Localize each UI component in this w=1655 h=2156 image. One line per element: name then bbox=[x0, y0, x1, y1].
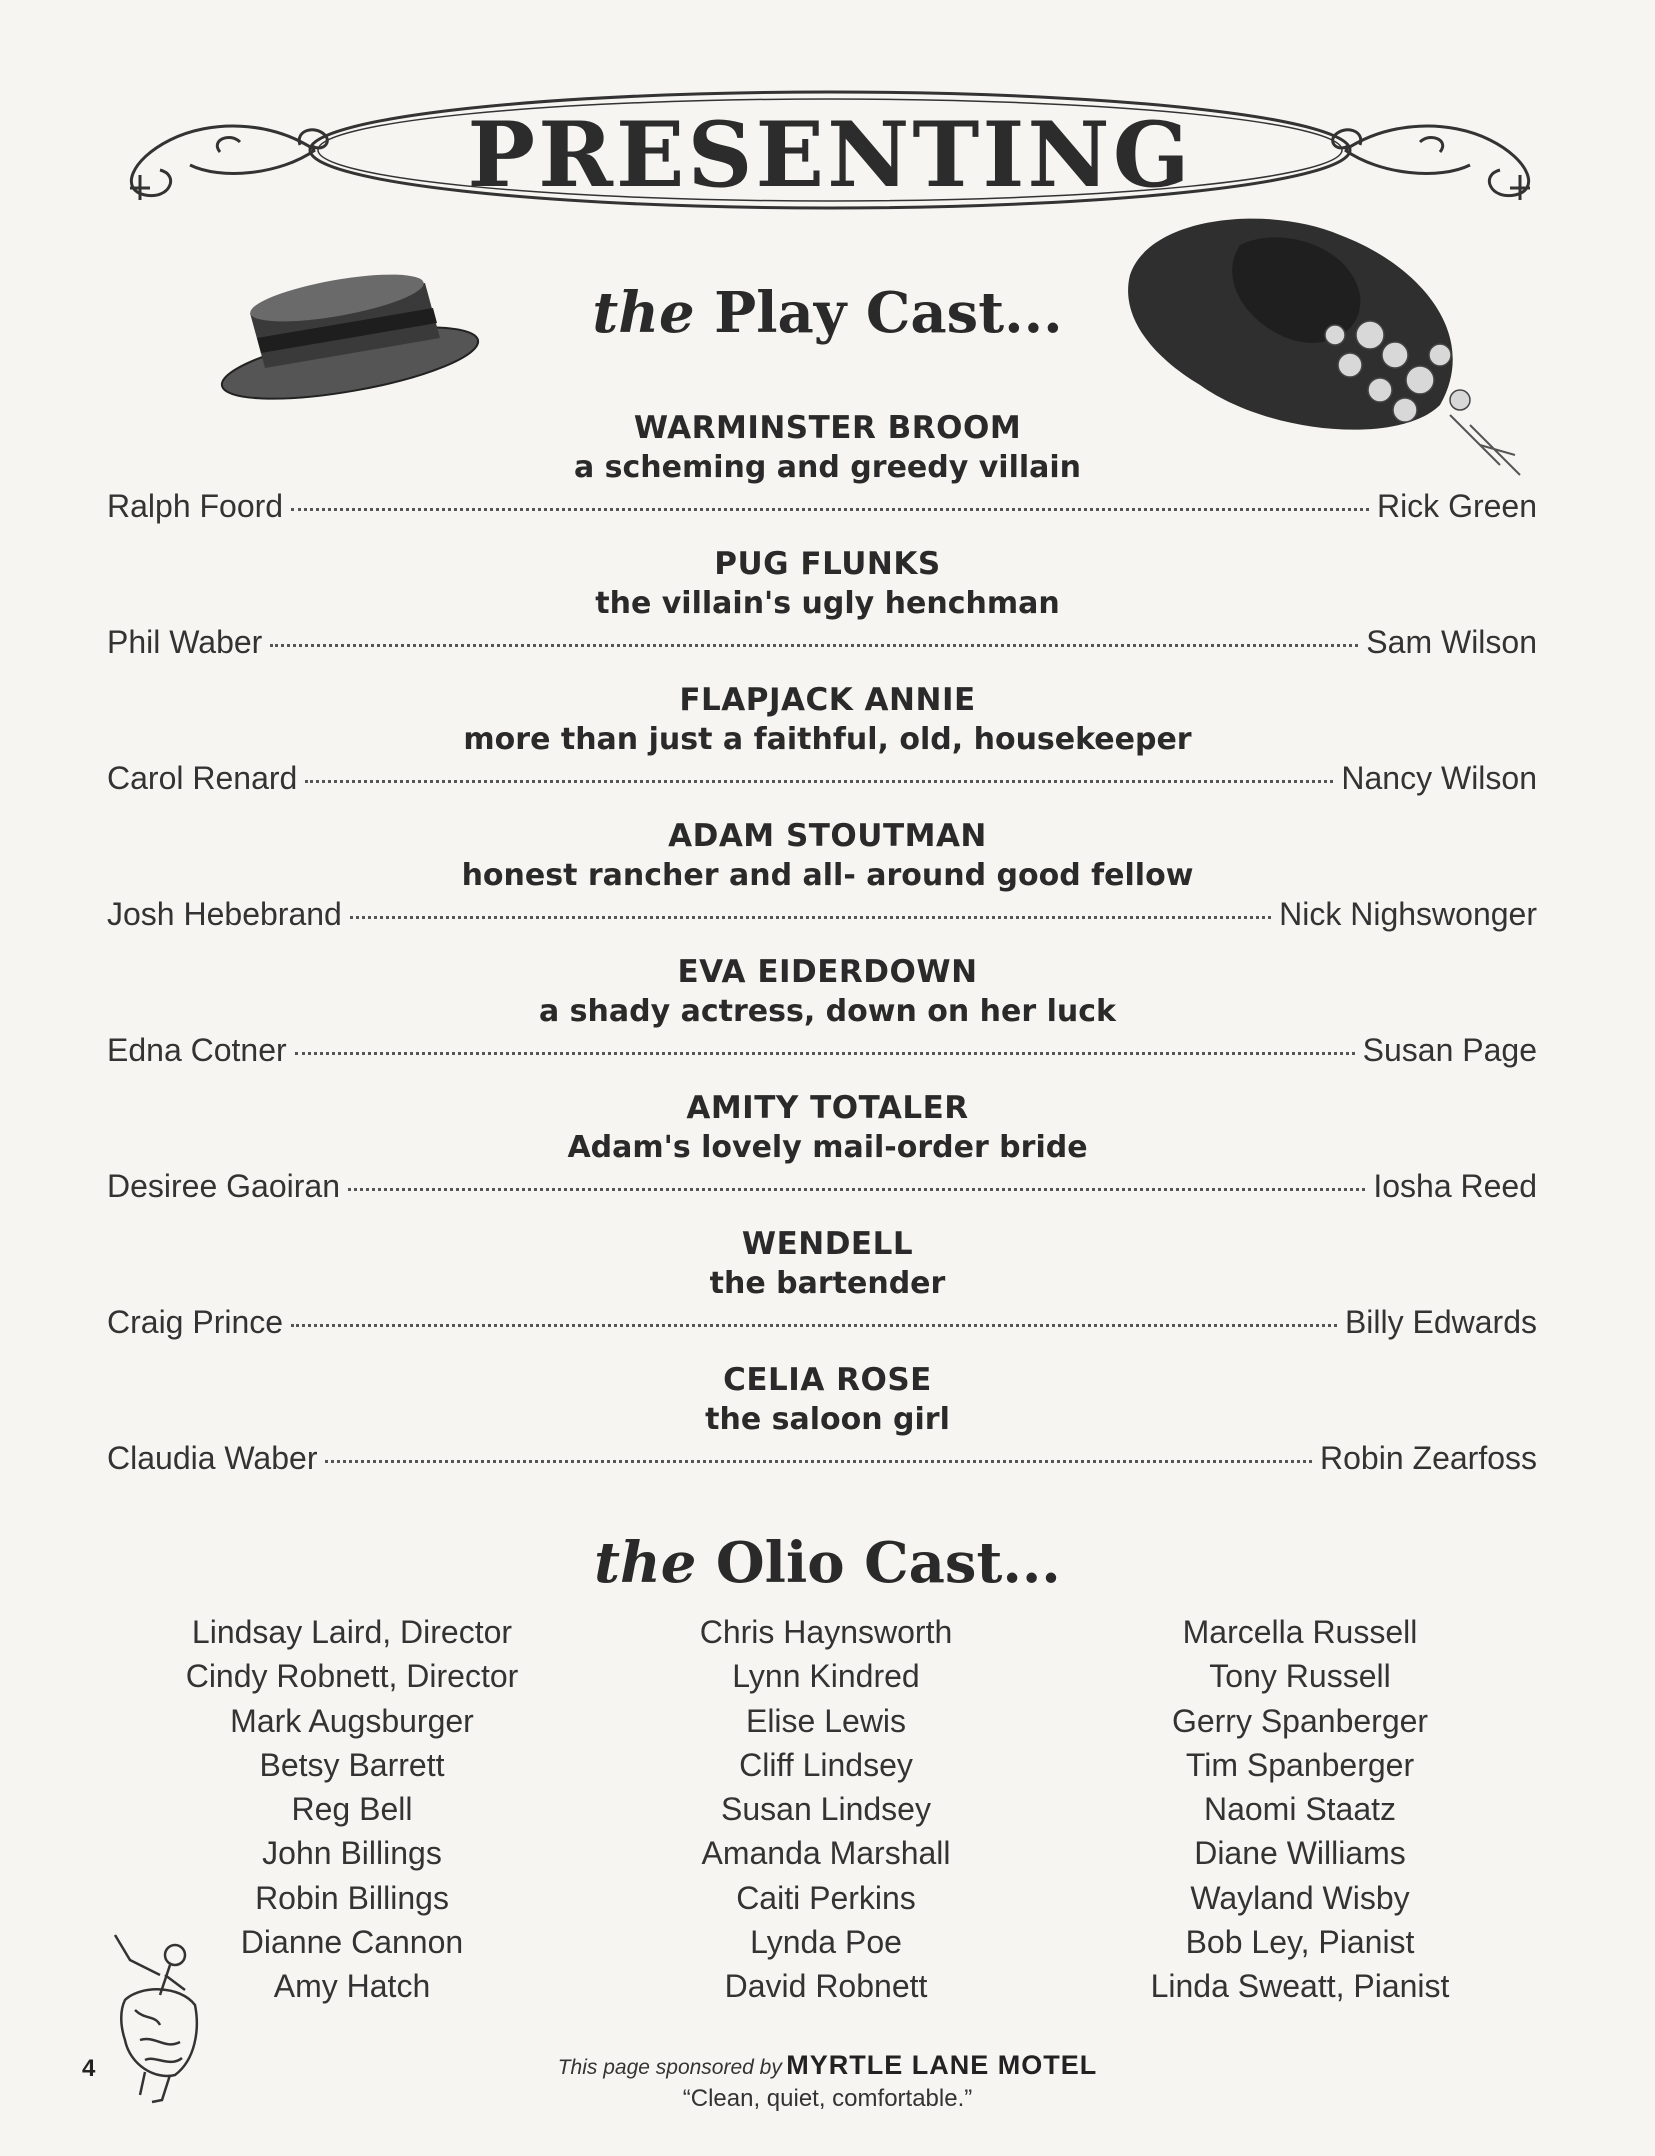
olio-member: Bob Ley, Pianist bbox=[1185, 1924, 1415, 1961]
olio-member: Linda Sweatt, Pianist bbox=[1150, 1968, 1450, 2005]
role-name: CELIA ROSE bbox=[723, 1362, 932, 1398]
olio-member: Lynda Poe bbox=[750, 1924, 902, 1961]
olio-member: Dianne Cannon bbox=[240, 1924, 464, 1961]
olio-member: Elise Lewis bbox=[745, 1702, 907, 1739]
role-block bbox=[0, 408, 1655, 488]
role-name: FLAPJACK ANNIE bbox=[679, 682, 976, 718]
olio-member: Robin Billings bbox=[255, 1879, 449, 1916]
dot-leader bbox=[350, 916, 1271, 919]
role-description: the saloon girl bbox=[705, 1402, 950, 1437]
role-description: more than just a faithful, old, housekeeper bbox=[463, 722, 1192, 757]
cast-line bbox=[107, 896, 1537, 936]
olio-cast-title-rest: Olio Cast... bbox=[715, 1530, 1061, 1596]
actor-right: Sam Wilson bbox=[1366, 624, 1537, 660]
olio-member: Tim Spanberger bbox=[1185, 1746, 1415, 1783]
role-name: WENDELL bbox=[741, 1226, 914, 1262]
role-name: AMITY TOTALER bbox=[686, 1090, 969, 1126]
actor-left: Phil Waber bbox=[107, 624, 263, 660]
cast-line bbox=[107, 1440, 1537, 1480]
olio-member: Mark Augsburger bbox=[230, 1702, 474, 1739]
actor-left: Carol Renard bbox=[107, 760, 298, 796]
olio-member: Amy Hatch bbox=[273, 1968, 431, 2005]
actor-right: Rick Green bbox=[1376, 488, 1537, 524]
olio-column-2 bbox=[596, 1610, 1056, 2009]
actor-left: Edna Cotner bbox=[107, 1032, 287, 1068]
role-description: a shady actress, down on her luck bbox=[538, 994, 1117, 1029]
olio-member: Susan Lindsey bbox=[721, 1791, 931, 1828]
olio-member: Chris Haynsworth bbox=[699, 1614, 953, 1650]
dot-leader bbox=[291, 508, 1369, 511]
role-block bbox=[0, 952, 1655, 1032]
dot-leader bbox=[291, 1324, 1337, 1327]
olio-member: Wayland Wisby bbox=[1190, 1879, 1410, 1916]
sponsor-name: MYRTLE LANE MOTEL bbox=[786, 2050, 1098, 2080]
olio-member: Amanda Marshall bbox=[701, 1835, 951, 1872]
role-name: EVA EIDERDOWN bbox=[677, 954, 978, 990]
play-cast-title-the: the bbox=[592, 280, 695, 346]
cast-line bbox=[107, 1168, 1537, 1208]
olio-member: Caiti Perkins bbox=[736, 1879, 916, 1916]
role-description: the bartender bbox=[709, 1266, 946, 1301]
dot-leader bbox=[270, 644, 1358, 647]
dot-leader bbox=[305, 780, 1333, 783]
role-block bbox=[0, 680, 1655, 760]
play-cast-title bbox=[0, 280, 1655, 346]
role-block bbox=[0, 1224, 1655, 1304]
role-description: the villain's ugly henchman bbox=[595, 586, 1060, 621]
cast-line bbox=[107, 1032, 1537, 1072]
olio-cast-title-the: the bbox=[594, 1530, 697, 1596]
actor-right: Susan Page bbox=[1362, 1032, 1537, 1068]
olio-member: John Billings bbox=[262, 1835, 442, 1872]
cast-line bbox=[107, 1304, 1537, 1344]
olio-member: Betsy Barrett bbox=[259, 1746, 445, 1783]
role-block bbox=[0, 816, 1655, 896]
actor-right: Robin Zearfoss bbox=[1320, 1440, 1537, 1476]
actor-left: Craig Prince bbox=[107, 1304, 284, 1340]
dot-leader bbox=[295, 1052, 1355, 1055]
olio-member: Reg Bell bbox=[291, 1791, 413, 1828]
sponsor-line bbox=[0, 2050, 1655, 2081]
role-name: PUG FLUNKS bbox=[714, 546, 941, 582]
olio-member: Marcella Russell bbox=[1182, 1614, 1418, 1650]
role-description: Adam's lovely mail-order bride bbox=[567, 1130, 1088, 1165]
actor-right: Iosha Reed bbox=[1373, 1168, 1537, 1204]
olio-member: Lindsay Laird, Director bbox=[191, 1614, 513, 1650]
role-block bbox=[0, 1360, 1655, 1440]
cast-line bbox=[107, 488, 1537, 528]
actor-right: Nancy Wilson bbox=[1341, 760, 1537, 796]
cast-line bbox=[107, 760, 1537, 800]
actor-left: Josh Hebebrand bbox=[107, 896, 342, 932]
actor-right: Nick Nighswonger bbox=[1279, 896, 1537, 932]
dot-leader bbox=[348, 1188, 1365, 1191]
olio-member: Naomi Staatz bbox=[1203, 1791, 1397, 1828]
cast-line bbox=[107, 624, 1537, 664]
actor-right: Billy Edwards bbox=[1344, 1304, 1537, 1340]
olio-member: Cliff Lindsey bbox=[739, 1746, 913, 1783]
role-name: ADAM STOUTMAN bbox=[668, 818, 987, 854]
olio-member: David Robnett bbox=[724, 1968, 928, 2005]
olio-member: Tony Russell bbox=[1209, 1658, 1391, 1695]
dot-leader bbox=[325, 1460, 1312, 1463]
role-block bbox=[0, 1088, 1655, 1168]
olio-member: Cindy Robnett, Director bbox=[185, 1658, 519, 1695]
role-description: honest rancher and all- around good fellow bbox=[461, 858, 1194, 893]
olio-member: Diane Williams bbox=[1194, 1835, 1406, 1872]
page-number: 4 bbox=[82, 2055, 96, 2082]
olio-member: Gerry Spanberger bbox=[1171, 1702, 1429, 1739]
role-block bbox=[0, 544, 1655, 624]
actor-left: Ralph Foord bbox=[107, 488, 284, 524]
olio-member: Lynn Kindred bbox=[732, 1658, 920, 1695]
sponsor-prefix: This page sponsored by bbox=[557, 2056, 782, 2079]
actor-left: Claudia Waber bbox=[107, 1440, 318, 1476]
role-description: a scheming and greedy villain bbox=[573, 450, 1082, 485]
sponsor-slogan: “Clean, quiet, comfortable.” bbox=[682, 2085, 973, 2112]
play-cast-title-rest: Play Cast... bbox=[714, 280, 1063, 346]
role-name: WARMINSTER BROOM bbox=[633, 410, 1022, 446]
olio-column-3 bbox=[1070, 1610, 1530, 2009]
actor-left: Desiree Gaoiran bbox=[107, 1168, 340, 1204]
olio-cast-title bbox=[0, 1530, 1655, 1596]
page-title: PRESENTING bbox=[467, 102, 1193, 208]
